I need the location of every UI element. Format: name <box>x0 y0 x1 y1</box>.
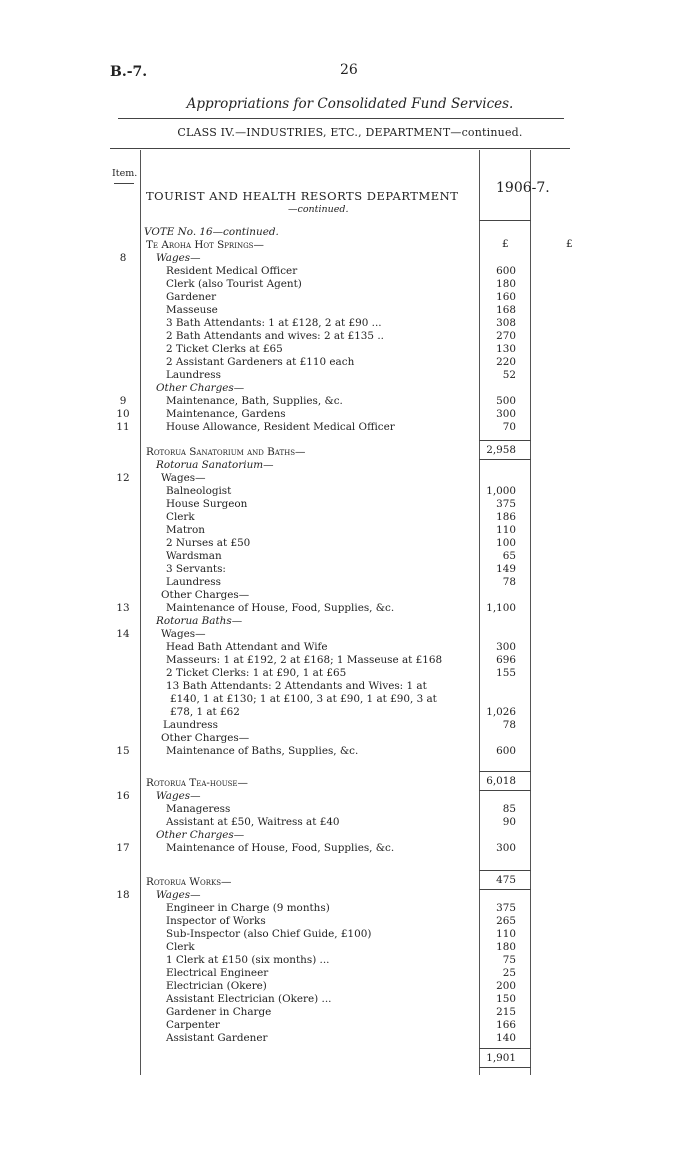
line-label: Balneologist <box>166 485 232 497</box>
line-label: Other Charges— <box>156 382 245 394</box>
line-label: Maintenance of Baths, Supplies, &c. <box>166 745 359 757</box>
line-label: Clerk (also Tourist Agent) <box>166 278 302 290</box>
line-label: Maintenance of House, Food, Supplies, &c. <box>166 842 395 854</box>
amount-value: 65 <box>502 550 516 562</box>
amount-value: 140 <box>496 1032 516 1044</box>
subtotal-value: 475 <box>496 874 516 886</box>
line-label: Rotorua Baths— <box>156 615 243 627</box>
item-number: 16 <box>116 790 130 802</box>
line-label: Rotorua Sanatorium and Baths— <box>146 446 306 458</box>
item-number: 9 <box>119 395 127 407</box>
line-label: Carpenter <box>166 1019 220 1031</box>
currency-symbol-totals: £ <box>566 238 573 250</box>
amount-value: 1,100 <box>486 602 516 614</box>
subtotal-rule <box>479 790 531 791</box>
line-label: Sub-Inspector (also Chief Guide, £100) <box>166 928 372 940</box>
page-number: 26 <box>340 62 358 78</box>
item-header-rule <box>114 183 134 184</box>
amount-value: 150 <box>496 993 516 1005</box>
line-label: 2 Nurses at £50 <box>166 537 251 549</box>
amount-value: 265 <box>496 915 516 927</box>
line-label: Assistant Gardener <box>166 1032 268 1044</box>
amount-value: 100 <box>496 537 516 549</box>
line-label: Maintenance of House, Food, Supplies, &c. <box>166 602 395 614</box>
amount-value: 375 <box>496 498 516 510</box>
line-label: 2 Bath Attendants and wives: 2 at £135 .. <box>166 330 384 342</box>
line-label: Laundress <box>166 576 221 588</box>
line-label: Wages— <box>161 472 206 484</box>
line-label: Laundress <box>163 719 218 731</box>
line-label: Masseuse <box>166 304 218 316</box>
line-label: Wages— <box>156 790 201 802</box>
amount-value: 1,026 <box>486 706 516 718</box>
amount-value: 300 <box>496 408 516 420</box>
line-label: Resident Medical Officer <box>166 265 298 277</box>
amount-value: 180 <box>496 278 516 290</box>
line-label: Assistant at £50, Waitress at £40 <box>166 816 340 828</box>
line-label: 1 Clerk at £150 (six months) ... <box>166 954 330 966</box>
total-column-divider <box>530 150 531 1075</box>
amount-value: 696 <box>496 654 516 666</box>
line-label: Clerk <box>166 511 195 523</box>
year-rule <box>479 220 531 221</box>
subtotal-rule <box>479 870 531 871</box>
line-label: Rotorua Tea-house— <box>146 777 248 789</box>
item-number: 15 <box>116 745 130 757</box>
line-label: Wardsman <box>166 550 222 562</box>
amount-value: 308 <box>496 317 516 329</box>
amount-value: 215 <box>496 1006 516 1018</box>
line-label: Masseurs: 1 at £192, 2 at £168; 1 Masseuse at £168 <box>166 654 443 666</box>
amount-value: 52 <box>502 369 516 381</box>
amount-value: 70 <box>502 421 516 433</box>
subtotal-rule <box>479 771 531 772</box>
currency-symbol-amounts: £ <box>502 238 509 250</box>
report-code: B.-7. <box>110 64 148 80</box>
amount-value: 166 <box>496 1019 516 1031</box>
amount-value: 75 <box>502 954 516 966</box>
class-heading: CLASS IV.—INDUSTRIES, ETC., DEPARTMENT—continued. <box>177 126 523 139</box>
item-column-divider <box>140 150 141 1075</box>
item-number: 13 <box>116 602 130 614</box>
line-label: Manageress <box>166 803 231 815</box>
amount-value: 186 <box>496 511 516 523</box>
subtotal-rule <box>479 459 531 460</box>
line-label: House Surgeon <box>166 498 248 510</box>
line-label: 13 Bath Attendants: 2 Attendants and Wives: 1 at <box>166 680 427 692</box>
amount-value: 500 <box>496 395 516 407</box>
amount-value: 375 <box>496 902 516 914</box>
amount-value: 220 <box>496 356 516 368</box>
amount-value: 160 <box>496 291 516 303</box>
amount-value: 168 <box>496 304 516 316</box>
line-label: Clerk <box>166 941 195 953</box>
page-title: Appropriations for Consolidated Fund Services. <box>186 96 514 112</box>
line-label: Electrician (Okere) <box>166 980 267 992</box>
subtotal-value: 6,018 <box>486 775 516 787</box>
line-label: Other Charges— <box>161 732 250 744</box>
line-label: Gardener <box>166 291 217 303</box>
amount-value: 300 <box>496 842 516 854</box>
line-label: Wages— <box>161 628 206 640</box>
line-label: Laundress <box>166 369 221 381</box>
item-number: 10 <box>116 408 130 420</box>
department-heading: TOURIST AND HEALTH RESORTS DEPARTMENT <box>146 189 459 203</box>
subtotal-rule <box>479 1048 531 1049</box>
line-label: Gardener in Charge <box>166 1006 272 1018</box>
item-number: 12 <box>116 472 130 484</box>
line-label: Wages— <box>156 252 201 264</box>
line-label: Rotorua Sanatorium— <box>156 459 274 471</box>
item-number: 11 <box>116 421 130 433</box>
amount-value: 300 <box>496 641 516 653</box>
line-label: Assistant Electrician (Okere) ... <box>166 993 332 1005</box>
subtotal-value: 1,901 <box>486 1052 516 1064</box>
amount-value: 110 <box>496 928 516 940</box>
amount-value: 155 <box>496 667 516 679</box>
amount-value: 130 <box>496 343 516 355</box>
line-label: 2 Ticket Clerks: 1 at £90, 1 at £65 <box>166 667 347 679</box>
item-number: 8 <box>119 252 127 264</box>
line-label: 2 Assistant Gardeners at £110 each <box>166 356 355 368</box>
year-header: 1906-7. <box>496 180 550 196</box>
item-number: 18 <box>116 889 130 901</box>
subtotal-value: 2,958 <box>486 444 516 456</box>
amount-value: 78 <box>502 719 516 731</box>
vote-heading: VOTE No. 16—continued. <box>144 226 279 238</box>
line-label: Maintenance, Gardens <box>166 408 286 420</box>
subtotal-rule <box>479 889 531 890</box>
line-label: Other Charges— <box>156 829 245 841</box>
amount-value: 270 <box>496 330 516 342</box>
amount-value: 1,000 <box>486 485 516 497</box>
line-label: Engineer in Charge (9 months) <box>166 902 330 914</box>
amount-value: 200 <box>496 980 516 992</box>
line-label: £140, 1 at £130; 1 at £100, 3 at £90, 1 at £90, 3 at <box>170 693 437 705</box>
amount-value: 85 <box>502 803 516 815</box>
amount-value: 110 <box>496 524 516 536</box>
amount-value: 600 <box>496 265 516 277</box>
line-label: 3 Servants: <box>166 563 226 575</box>
line-label: £78, 1 at £62 <box>170 706 240 718</box>
line-label: 2 Ticket Clerks at £65 <box>166 343 283 355</box>
line-label: Rotorua Works— <box>146 876 232 888</box>
line-label: Wages— <box>156 889 201 901</box>
item-column-header: Item. <box>112 168 138 179</box>
amount-value: 149 <box>496 563 516 575</box>
line-label: Te Aroha Hot Springs— <box>146 239 264 251</box>
table-top-rule <box>110 148 570 149</box>
amount-value: 600 <box>496 745 516 757</box>
subtotal-rule <box>479 1067 531 1068</box>
line-label: Other Charges— <box>161 589 250 601</box>
amount-value: 78 <box>502 576 516 588</box>
item-number: 17 <box>116 842 130 854</box>
line-label: Head Bath Attendant and Wife <box>166 641 328 653</box>
line-label: Matron <box>166 524 205 536</box>
line-label: 3 Bath Attendants: 1 at £128, 2 at £90 ... <box>166 317 382 329</box>
subtotal-rule <box>479 440 531 441</box>
item-number: 14 <box>116 628 130 640</box>
amount-value: 90 <box>502 816 516 828</box>
line-label: Inspector of Works <box>166 915 266 927</box>
amount-value: 180 <box>496 941 516 953</box>
department-continued: —continued. <box>288 204 349 215</box>
line-label: Maintenance, Bath, Supplies, &c. <box>166 395 343 407</box>
line-label: Electrical Engineer <box>166 967 269 979</box>
amount-value: 25 <box>502 967 516 979</box>
title-rule <box>118 118 564 119</box>
line-label: House Allowance, Resident Medical Officer <box>166 421 395 433</box>
